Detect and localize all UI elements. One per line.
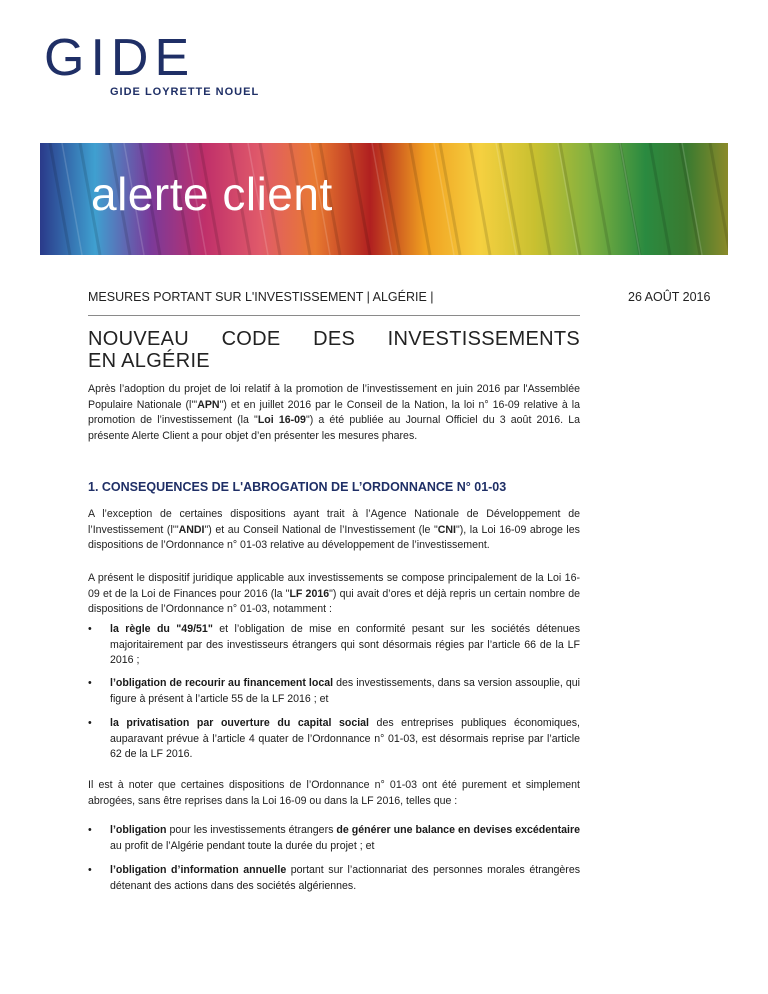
bullet-icon: • xyxy=(88,824,92,836)
title-word: INVESTISSEMENTS xyxy=(387,328,580,350)
title-word: DES xyxy=(313,328,356,350)
page-title xyxy=(88,328,580,372)
paragraph: A présent le dispositif juridique applicable aux investissements se compose principalement de la Loi 16-09 et de la Loi de Finances pour 2016 (la "LF 2016") qui avait d’ores et déjà repris un certain nombre de dispositions de l’Ordonnance n° 01-03, notamment : xyxy=(88,572,581,615)
list-item: • la privatisation par ouverture du capital social des entreprises publiques économiques, auparavant prévue à l’article 4 quater de l’Ordonnance n° 01-03, est désormais reprise par l’article 62 de la LF 2016. xyxy=(88,717,580,760)
logo-subtitle: GIDE LOYRETTE NOUEL xyxy=(110,86,260,98)
title-line-2: EN ALGÉRIE xyxy=(88,350,210,372)
list-item: • l’obligation pour les investissements étrangers de générer une balance en devises excédentaire au profit de l’Algérie pendant toute la durée du projet ; et xyxy=(88,824,581,852)
header-divider xyxy=(88,315,580,316)
banner-title: alerte client xyxy=(91,168,333,220)
bullet-icon: • xyxy=(88,864,92,876)
title-word: NOUVEAU xyxy=(88,328,190,350)
publication-date: 26 AOÛT 2016 xyxy=(628,290,711,304)
list-item: • la règle du "49/51" et l’obligation de mise en conformité pesant sur les sociétés détenues majoritairement par des investisseurs étrangers qui sont désormais régies par l’article 66 de la LF 2016 ; xyxy=(88,623,580,666)
bullet-icon: • xyxy=(88,717,92,729)
subject-line: MESURES PORTANT SUR L'INVESTISSEMENT | ALGÉRIE | xyxy=(88,290,434,304)
title-word: CODE xyxy=(221,328,281,350)
section-heading: 1. CONSEQUENCES DE L'ABROGATION DE L’ORDONNANCE N° 01-03 xyxy=(88,480,507,494)
gide-logo xyxy=(44,29,196,87)
list-item: • l’obligation d’information annuelle portant sur l’actionnariat des personnes morales étrangères détenant des actions dans des sociétés algériennes. xyxy=(88,864,581,892)
alerte-client-banner xyxy=(40,143,728,255)
list-item: • l’obligation de recourir au financement local des investissements, dans sa version assouplie, qui figure à présent à l’article 55 de la LF 2016 ; et xyxy=(88,677,581,705)
paragraph: Il est à noter que certaines dispositions de l’Ordonnance n° 01-03 ont été purement et simplement abrogées, sans être reprises dans la Loi 16-09 ou dans la LF 2016, telles que : xyxy=(88,779,580,807)
bullet-icon: • xyxy=(88,623,92,635)
bullet-icon: • xyxy=(88,677,92,689)
logo-wordmark: GIDE xyxy=(44,29,196,87)
intro-paragraph: Après l’adoption du projet de loi relatif à la promotion de l’investissement en juin 2016 par l'Assemblée Populaire Nationale (l'"APN") et en juillet 2016 par le Conseil de la Nation, la loi n° 16-09 relative à la promotion de l’investissement (la "Loi 16-09") a été publiée au Journal Officiel du 3 août 2016. La présente Alerte Client a pour objet d’en présenter les mesures phares. xyxy=(88,383,580,442)
paragraph: A l’exception de certaines dispositions ayant trait à l’Agence Nationale de Développement de l’Investissement (l'"ANDI") et au Conseil National de l’Investissement (le "CNI"), la Loi 16-09 abroge les dispositions de l’Ordonnance n° 01-03 relative au développement de l’investissement. xyxy=(88,508,580,551)
